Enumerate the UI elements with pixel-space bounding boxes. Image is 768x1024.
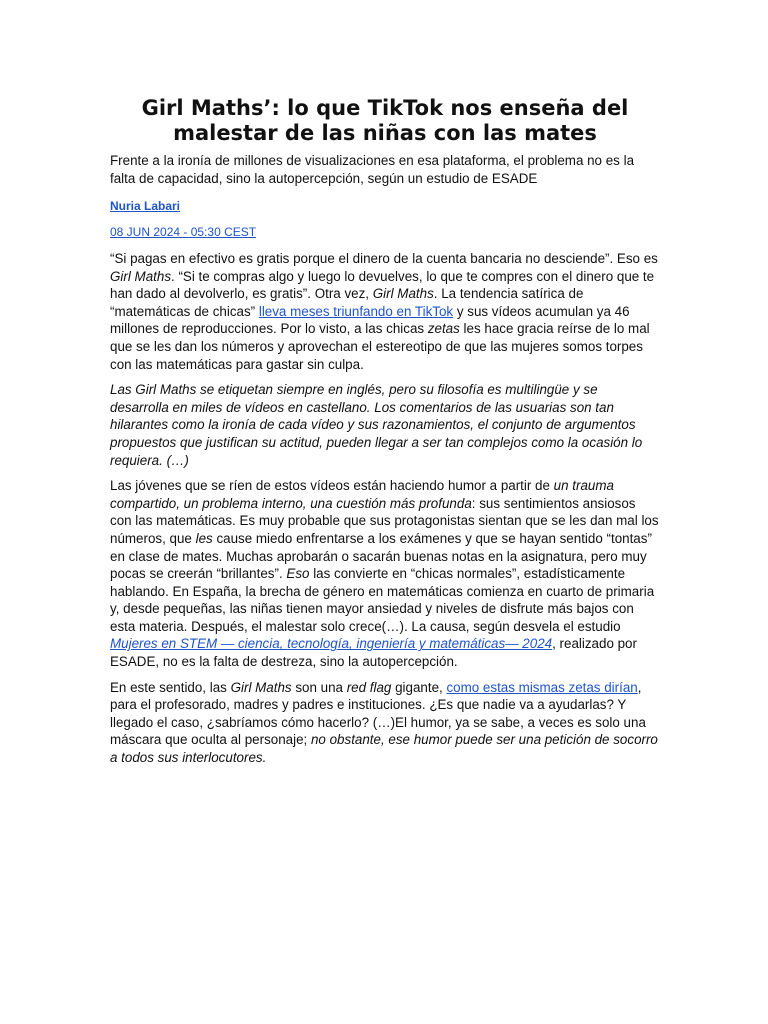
italic-run: Las Girl Maths se etiquetan siempre en inglés, pero su filosofía es multilingüe y se desarrolla en miles de vídeos en castellano. Los comentarios de las usuarias son tan hilarantes como la ironía de cada vídeo y sus razonamientos, el conjunto de argumentos propuestos que justifican su actitud, pueden llegar a ser tan complejos como la ocasión lo requiera. (…)	[110, 382, 643, 468]
byline	[110, 198, 660, 214]
article	[110, 96, 660, 775]
text-run: : sus sentimientos ansiosos con las matemáticas. Es muy probable que sus protagonistas sientan que se les dan mal los números, que	[110, 495, 659, 546]
paragraph-3	[110, 477, 660, 671]
italic-run: Girl Maths	[372, 286, 434, 302]
text-run: gigante,	[391, 679, 447, 695]
italic-run: un trauma compartido, un problema interno, una cuestión más profunda	[110, 478, 614, 511]
italic-run: Girl Maths	[230, 679, 292, 695]
italic-run: red flag	[346, 679, 392, 695]
paragraph-2	[110, 381, 660, 469]
text-run: Las jóvenes que se ríen de estos vídeos están haciendo humor a partir de	[110, 478, 554, 494]
italic-run: Eso	[286, 566, 310, 582]
date-link[interactable]: 08 JUN 2024 - 05:30 CEST	[110, 225, 257, 239]
text-run: , para el profesorado, madres y padres e instituciones. ¿Es que nadie va a ayudarlas? Y llegado el caso, ¿sabríamos cómo hacerlo? (…)El humor, ya se sabe, a veces es solo una máscara que oculta al personaje;	[110, 679, 646, 748]
zetas-link[interactable]: como estas mismas zetas dirían	[446, 679, 638, 695]
author-link[interactable]: Nuria Labari	[110, 199, 181, 213]
article-title: Girl Maths’: lo que TikTok nos enseña del malestar de las niñas con las mates	[141, 96, 629, 145]
text-run: , realizado por ESADE, no es la falta de destreza, sino la autopercepción.	[110, 636, 637, 670]
text-run: las convierte en “chicas normales”, estadísticamente hablando. En España, la brecha de género en matemáticas comienza en cuarto de primaria y, desde pequeñas, las niñas tienen mayor ansiedad y niveles de disfrute más bajos con esta materia. Después, el malestar solo crece(…). La causa, según desvela el estudio	[110, 566, 655, 634]
text-run: y sus vídeos acumulan ya 46 millones de reproducciones. Por lo visto, a las chicas	[110, 303, 630, 337]
paragraph-4	[110, 679, 660, 767]
article-subtitle: Frente a la ironía de millones de visualizaciones en esa plataforma, el problema no es la falta de capacidad, sino la autopercepción, según un estudio de ESADE	[110, 153, 635, 186]
italic-run: Girl Maths	[110, 268, 172, 284]
tiktok-trend-link[interactable]: lleva meses triunfando en TikTok	[258, 303, 454, 319]
italic-run: zetas	[427, 321, 460, 337]
paragraph-1	[110, 250, 660, 373]
italic-run: les	[195, 530, 213, 546]
dateline	[110, 224, 660, 240]
text-run: “Si pagas en efectivo es gratis porque el dinero de la cuenta bancaria no desciende”. Eso es	[110, 251, 658, 266]
text-run: cause miedo enfrentarse a los exámenes y que se hayan sentido “tontas” en clase de mates. Muchas aprobarán o sacarán buenas notas en la asignatura, pero muy pocas se creerán “brillantes”.	[110, 530, 652, 582]
text-run: . La tendencia satírica de “matemáticas de chicas”	[110, 286, 584, 319]
text-run: les hace gracia reírse de lo mal que se les dan los números y aprovechan el estereotipo de que las mujeres somos torpes con las matemáticas para gastar sin culpa.	[110, 321, 650, 372]
text-run: . “Si te compras algo y luego lo devuelves, lo que te compres con el dinero que te han dado al devolverlo, es gratis”. Otra vez,	[110, 268, 655, 302]
italic-run: no obstante, ese humor puede ser una petición de socorro a todos sus interlocutores.	[110, 732, 658, 766]
text-run: son una	[291, 679, 347, 695]
text-run: En este sentido, las	[110, 679, 231, 695]
stem-study-link[interactable]	[110, 636, 552, 651]
link-italic: Mujeres en STEM — ciencia, tecnología, ingeniería y matemáticas— 2024	[110, 636, 553, 652]
